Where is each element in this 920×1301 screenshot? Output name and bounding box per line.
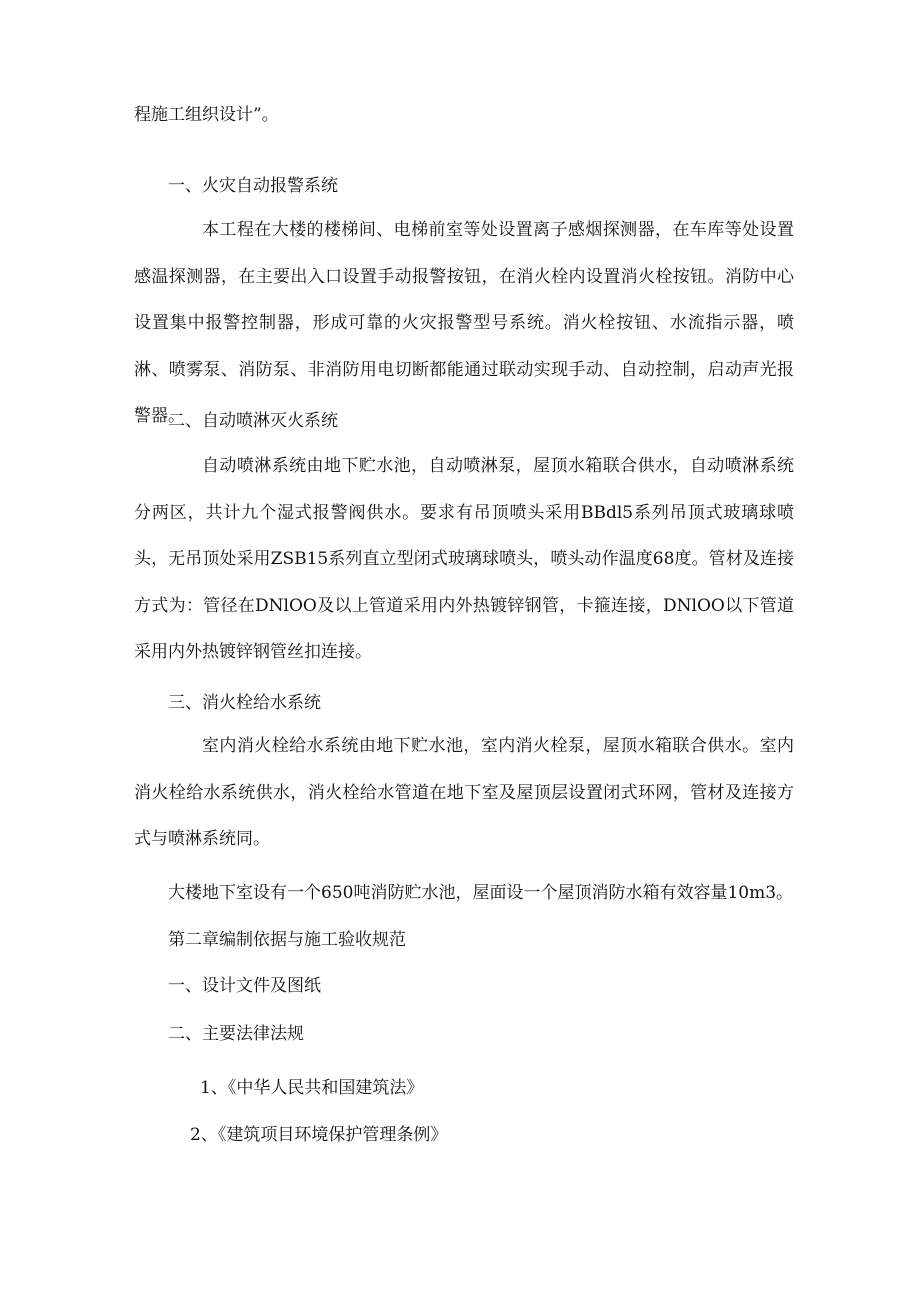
chapter2-item2: 二、主要法律法规 — [168, 1024, 304, 1044]
section1-paragraph: 本工程在大楼的楼梯间、电梯前室等处设置离子感烟探测器，在车库等处设置感温探测器，在主要出入口设置手动报警按钮，在消火栓内设置消火栓按钮。消防中心设置集中报警控制器，形成可靠的火灾报警型号系统。消火栓按钮、水流指示器，喷淋、喷雾泵、消防泵、非消防用电切断都能通过联动实现手动、自动控制，启动声光报警器。 — [134, 220, 794, 426]
law-item-2: 2、《建筑项目环境保护管理条例》 — [190, 1125, 448, 1145]
law-item-1: 1、《中华人民共和国建筑法》 — [200, 1078, 424, 1098]
chapter2-item1: 一、设计文件及图纸 — [168, 976, 321, 996]
continuation-text: 程施工组织设计”。 — [134, 105, 279, 125]
section2-paragraph: 自动喷淋系统由地下贮水池，自动喷淋泵，屋顶水箱联合供水，自动喷淋系统分两区，共计九个湿式报警阀供水。要求有吊顶喷头采用BBdl5系列吊顶式玻璃球喷头，无吊顶处采用ZSB15系列直立型闭式玻璃球喷头，喷头动作温度68度。管材及连接方式为：管径在DNlOO及以上管道采用内外热镀锌钢管，卡箍连接，DNlOO以下管道采用内外热镀锌钢管丝扣连接。 — [134, 456, 794, 662]
section3-paragraph: 室内消火栓给水系统由地下贮水池，室内消火栓泵，屋顶水箱联合供水。室内消火栓给水系统供水，消火栓给水管道在地下室及屋顶层设置闭式环网，管材及连接方式与喷淋系统同。 — [134, 736, 794, 849]
section1-heading: 一、火灾自动报警系统 — [168, 176, 338, 196]
section2-heading: 二、自动喷淋灭火系统 — [168, 411, 338, 431]
storage-note: 大楼地下室设有一个650吨消防贮水池，屋面设一个屋顶消防水箱有效容量10m3。 — [168, 883, 794, 903]
chapter2-title: 第二章编制依据与施工验收规范 — [168, 930, 406, 950]
section3-heading: 三、消火栓给水系统 — [168, 693, 321, 713]
